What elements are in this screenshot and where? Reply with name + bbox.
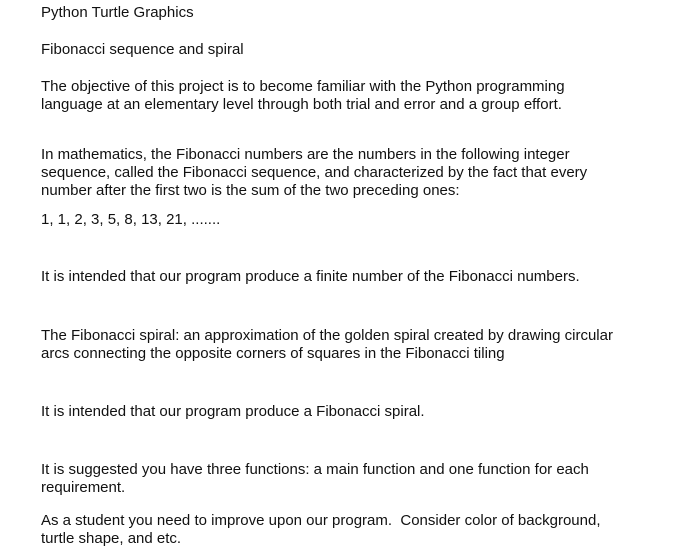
spiral-definition-line: The Fibonacci spiral: an approximation of the golden spiral created by drawing circular	[41, 327, 613, 344]
objective-line: language at an elementary level through both trial and error and a group effort.	[41, 96, 562, 113]
document-title: Python Turtle Graphics	[41, 4, 194, 21]
functions-line: It is suggested you have three functions: a main function and one function for each	[41, 461, 589, 478]
functions-line: requirement.	[41, 479, 126, 496]
fibonacci-sequence: 1, 1, 2, 3, 5, 8, 13, 21, .......	[41, 211, 221, 228]
math-intro-line: number after the first two is the sum of the two preceding ones:	[41, 182, 460, 199]
math-intro-line: In mathematics, the Fibonacci numbers are the numbers in the following integer	[41, 146, 570, 163]
document-subtitle: Fibonacci sequence and spiral	[41, 41, 244, 58]
intent-spiral: It is intended that our program produce a Fibonacci spiral.	[41, 403, 425, 420]
improve-line: As a student you need to improve upon our program. Consider color of background,	[41, 512, 601, 529]
objective-line: The objective of this project is to become familiar with the Python programming	[41, 78, 565, 95]
math-intro-line: sequence, called the Fibonacci sequence, and characterized by the fact that every	[41, 164, 588, 181]
spiral-definition-line: arcs connecting the opposite corners of squares in the Fibonacci tiling	[41, 345, 505, 362]
intent-numbers: It is intended that our program produce a finite number of the Fibonacci numbers.	[41, 268, 580, 285]
improve-line: turtle shape, and etc.	[41, 530, 182, 547]
